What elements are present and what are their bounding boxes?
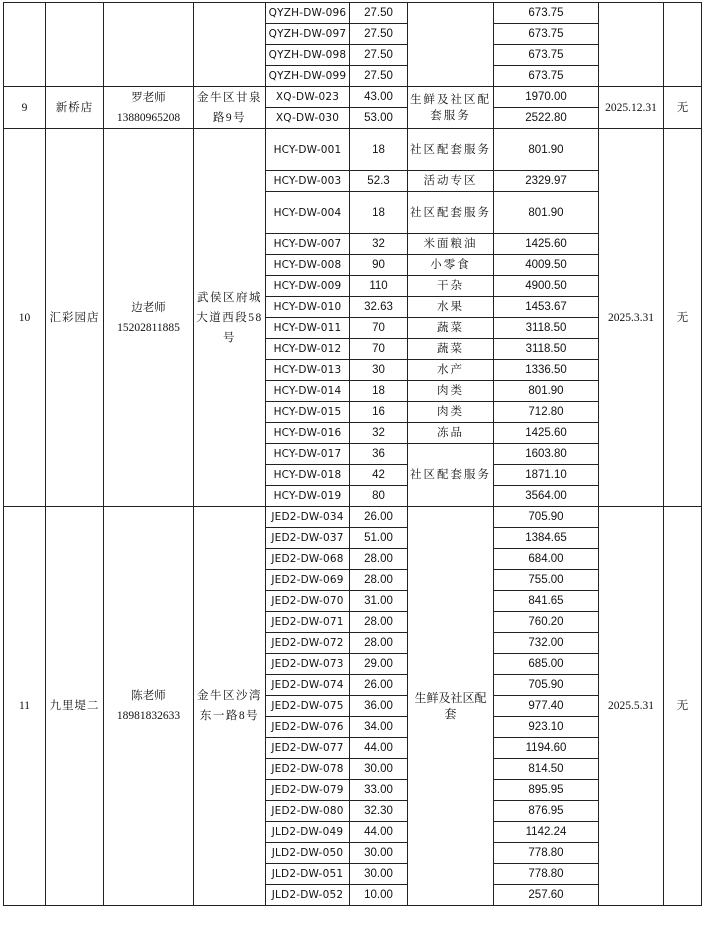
unit-code: HCY-DW-013	[266, 360, 350, 381]
contact-person	[104, 87, 194, 129]
row-number: 9	[4, 87, 46, 129]
unit-area: 44.00	[350, 822, 408, 843]
rent-amount: 4900.50	[494, 276, 599, 297]
unit-area: 30.00	[350, 864, 408, 885]
store-address: 金牛区甘泉路9号	[194, 87, 266, 129]
rent-amount: 673.75	[494, 3, 599, 24]
unit-area: 90	[350, 255, 408, 276]
rent-amount: 1871.10	[494, 465, 599, 486]
unit-area: 31.00	[350, 591, 408, 612]
unit-area: 26.00	[350, 675, 408, 696]
rent-amount: 684.00	[494, 549, 599, 570]
store-name	[46, 3, 104, 87]
rent-amount: 801.90	[494, 129, 599, 171]
rent-amount: 801.90	[494, 192, 599, 234]
unit-area: 28.00	[350, 549, 408, 570]
unit-code: HCY-DW-018	[266, 465, 350, 486]
unit-code: JED2-DW-075	[266, 696, 350, 717]
unit-area: 32.30	[350, 801, 408, 822]
unit-code: HCY-DW-014	[266, 381, 350, 402]
unit-code: HCY-DW-008	[266, 255, 350, 276]
unit-area: 33.00	[350, 780, 408, 801]
business-category: 水果	[408, 297, 494, 318]
row-number: 11	[4, 507, 46, 906]
contact-line: 13880965208	[116, 111, 181, 124]
rent-amount: 841.65	[494, 591, 599, 612]
unit-code: HCY-DW-004	[266, 192, 350, 234]
business-category: 米面粮油	[408, 234, 494, 255]
unit-area: 28.00	[350, 570, 408, 591]
unit-code: HCY-DW-001	[266, 129, 350, 171]
unit-code: QYZH-DW-096	[266, 3, 350, 24]
rent-amount: 1970.00	[494, 87, 599, 108]
rent-amount: 3118.50	[494, 318, 599, 339]
business-category: 蔬菜	[408, 339, 494, 360]
unit-code: JED2-DW-078	[266, 759, 350, 780]
remark: 无	[664, 87, 702, 129]
store-address: 武侯区府城大道西段58号	[194, 129, 266, 507]
rent-amount: 778.80	[494, 864, 599, 885]
rent-amount: 923.10	[494, 717, 599, 738]
unit-area: 32	[350, 423, 408, 444]
unit-code: JLD2-DW-051	[266, 864, 350, 885]
unit-area: 110	[350, 276, 408, 297]
business-category	[408, 3, 494, 87]
rent-amount: 732.00	[494, 633, 599, 654]
unit-code: JED2-DW-074	[266, 675, 350, 696]
unit-code: QYZH-DW-098	[266, 45, 350, 66]
rent-amount: 257.60	[494, 885, 599, 906]
unit-code: JED2-DW-079	[266, 780, 350, 801]
unit-area: 30	[350, 360, 408, 381]
unit-area: 80	[350, 486, 408, 507]
expiry-date: 2025.3.31	[599, 129, 664, 507]
business-category: 社区配套服务	[408, 192, 494, 234]
unit-area: 70	[350, 339, 408, 360]
unit-area: 28.00	[350, 612, 408, 633]
business-category: 肉类	[408, 381, 494, 402]
unit-area: 18	[350, 129, 408, 171]
unit-code: JED2-DW-034	[266, 507, 350, 528]
unit-code: JED2-DW-080	[266, 801, 350, 822]
unit-area: 42	[350, 465, 408, 486]
rent-amount: 673.75	[494, 45, 599, 66]
unit-area: 36.00	[350, 696, 408, 717]
table-row	[4, 507, 702, 528]
unit-area: 27.50	[350, 3, 408, 24]
unit-code: JED2-DW-070	[266, 591, 350, 612]
unit-code: JED2-DW-037	[266, 528, 350, 549]
store-name: 九里堤二	[46, 507, 104, 906]
rent-amount: 895.95	[494, 780, 599, 801]
rent-amount: 2522.80	[494, 108, 599, 129]
unit-area: 43.00	[350, 87, 408, 108]
lease-table	[3, 2, 702, 906]
rent-amount: 1194.60	[494, 738, 599, 759]
rent-amount: 705.90	[494, 507, 599, 528]
rent-amount: 685.00	[494, 654, 599, 675]
unit-code: HCY-DW-003	[266, 171, 350, 192]
unit-code: HCY-DW-012	[266, 339, 350, 360]
store-address: 金牛区沙湾东一路8号	[194, 507, 266, 906]
unit-area: 36	[350, 444, 408, 465]
unit-code: HCY-DW-010	[266, 297, 350, 318]
rent-amount: 755.00	[494, 570, 599, 591]
expiry-date: 2025.5.31	[599, 507, 664, 906]
unit-code: JED2-DW-073	[266, 654, 350, 675]
rent-amount: 673.75	[494, 24, 599, 45]
unit-code: JED2-DW-068	[266, 549, 350, 570]
unit-code: QYZH-DW-097	[266, 24, 350, 45]
unit-area: 32	[350, 234, 408, 255]
business-category: 生鲜及社区配套	[408, 507, 494, 906]
rent-amount: 760.20	[494, 612, 599, 633]
business-category: 社区配套服务	[408, 129, 494, 171]
unit-code: JED2-DW-072	[266, 633, 350, 654]
unit-area: 70	[350, 318, 408, 339]
unit-code: HCY-DW-016	[266, 423, 350, 444]
business-category: 小零食	[408, 255, 494, 276]
rent-amount: 3564.00	[494, 486, 599, 507]
unit-code: JED2-DW-077	[266, 738, 350, 759]
contact-line: 边老师	[131, 301, 166, 314]
business-category: 蔬菜	[408, 318, 494, 339]
rent-amount: 801.90	[494, 381, 599, 402]
store-name: 汇彩园店	[46, 129, 104, 507]
unit-code: XQ-DW-030	[266, 108, 350, 129]
remark	[664, 3, 702, 87]
unit-area: 28.00	[350, 633, 408, 654]
unit-code: JED2-DW-069	[266, 570, 350, 591]
unit-code: HCY-DW-011	[266, 318, 350, 339]
contact-line: 陈老师	[131, 690, 166, 702]
unit-code: JLD2-DW-050	[266, 843, 350, 864]
contact-line: 18981832633	[116, 710, 181, 722]
business-category: 水产	[408, 360, 494, 381]
table-row	[4, 87, 702, 108]
contact-person	[104, 3, 194, 87]
remark: 无	[664, 129, 702, 507]
unit-code: HCY-DW-009	[266, 276, 350, 297]
rent-amount: 3118.50	[494, 339, 599, 360]
unit-area: 27.50	[350, 24, 408, 45]
rent-amount: 1453.67	[494, 297, 599, 318]
contact-person	[104, 129, 194, 507]
unit-area: 30.00	[350, 843, 408, 864]
store-address	[194, 3, 266, 87]
rent-amount: 876.95	[494, 801, 599, 822]
rent-amount: 1384.65	[494, 528, 599, 549]
unit-area: 44.00	[350, 738, 408, 759]
business-category: 干杂	[408, 276, 494, 297]
rent-amount: 977.40	[494, 696, 599, 717]
unit-code: HCY-DW-015	[266, 402, 350, 423]
rent-amount: 1336.50	[494, 360, 599, 381]
unit-area: 16	[350, 402, 408, 423]
unit-code: JED2-DW-076	[266, 717, 350, 738]
expiry-date: 2025.12.31	[599, 87, 664, 129]
unit-area: 27.50	[350, 45, 408, 66]
rent-amount: 814.50	[494, 759, 599, 780]
business-category: 冻品	[408, 423, 494, 444]
table-row	[4, 129, 702, 171]
row-number: 10	[4, 129, 46, 507]
contact-line: 15202811885	[117, 321, 180, 334]
unit-code: JLD2-DW-052	[266, 885, 350, 906]
unit-code: JLD2-DW-049	[266, 822, 350, 843]
contact-line: 罗老师	[131, 91, 166, 104]
unit-code: HCY-DW-017	[266, 444, 350, 465]
unit-code: HCY-DW-007	[266, 234, 350, 255]
business-category: 活动专区	[408, 171, 494, 192]
unit-area: 18	[350, 381, 408, 402]
rent-amount: 1425.60	[494, 423, 599, 444]
store-name: 新桥店	[46, 87, 104, 129]
remark: 无	[664, 507, 702, 906]
unit-area: 51.00	[350, 528, 408, 549]
unit-code: XQ-DW-023	[266, 87, 350, 108]
rent-amount: 4009.50	[494, 255, 599, 276]
unit-code: JED2-DW-071	[266, 612, 350, 633]
rent-amount: 1142.24	[494, 822, 599, 843]
unit-area: 27.50	[350, 66, 408, 87]
table-row	[4, 3, 702, 24]
rent-amount: 712.80	[494, 402, 599, 423]
business-category: 生鲜及社区配套服务	[408, 87, 494, 129]
unit-area: 34.00	[350, 717, 408, 738]
unit-code: HCY-DW-019	[266, 486, 350, 507]
rent-amount: 1425.60	[494, 234, 599, 255]
rent-amount: 2329.97	[494, 171, 599, 192]
unit-area: 53.00	[350, 108, 408, 129]
row-number	[4, 3, 46, 87]
unit-area: 30.00	[350, 759, 408, 780]
unit-code: QYZH-DW-099	[266, 66, 350, 87]
unit-area: 10.00	[350, 885, 408, 906]
unit-area: 29.00	[350, 654, 408, 675]
unit-area: 18	[350, 192, 408, 234]
business-category: 肉类	[408, 402, 494, 423]
contact-person	[104, 507, 194, 906]
rent-amount: 673.75	[494, 66, 599, 87]
unit-area: 32.63	[350, 297, 408, 318]
business-category: 社区配套服务	[408, 444, 494, 507]
unit-area: 26.00	[350, 507, 408, 528]
expiry-date	[599, 3, 664, 87]
unit-area: 52.3	[350, 171, 408, 192]
rent-amount: 1603.80	[494, 444, 599, 465]
rent-amount: 778.80	[494, 843, 599, 864]
rent-amount: 705.90	[494, 675, 599, 696]
